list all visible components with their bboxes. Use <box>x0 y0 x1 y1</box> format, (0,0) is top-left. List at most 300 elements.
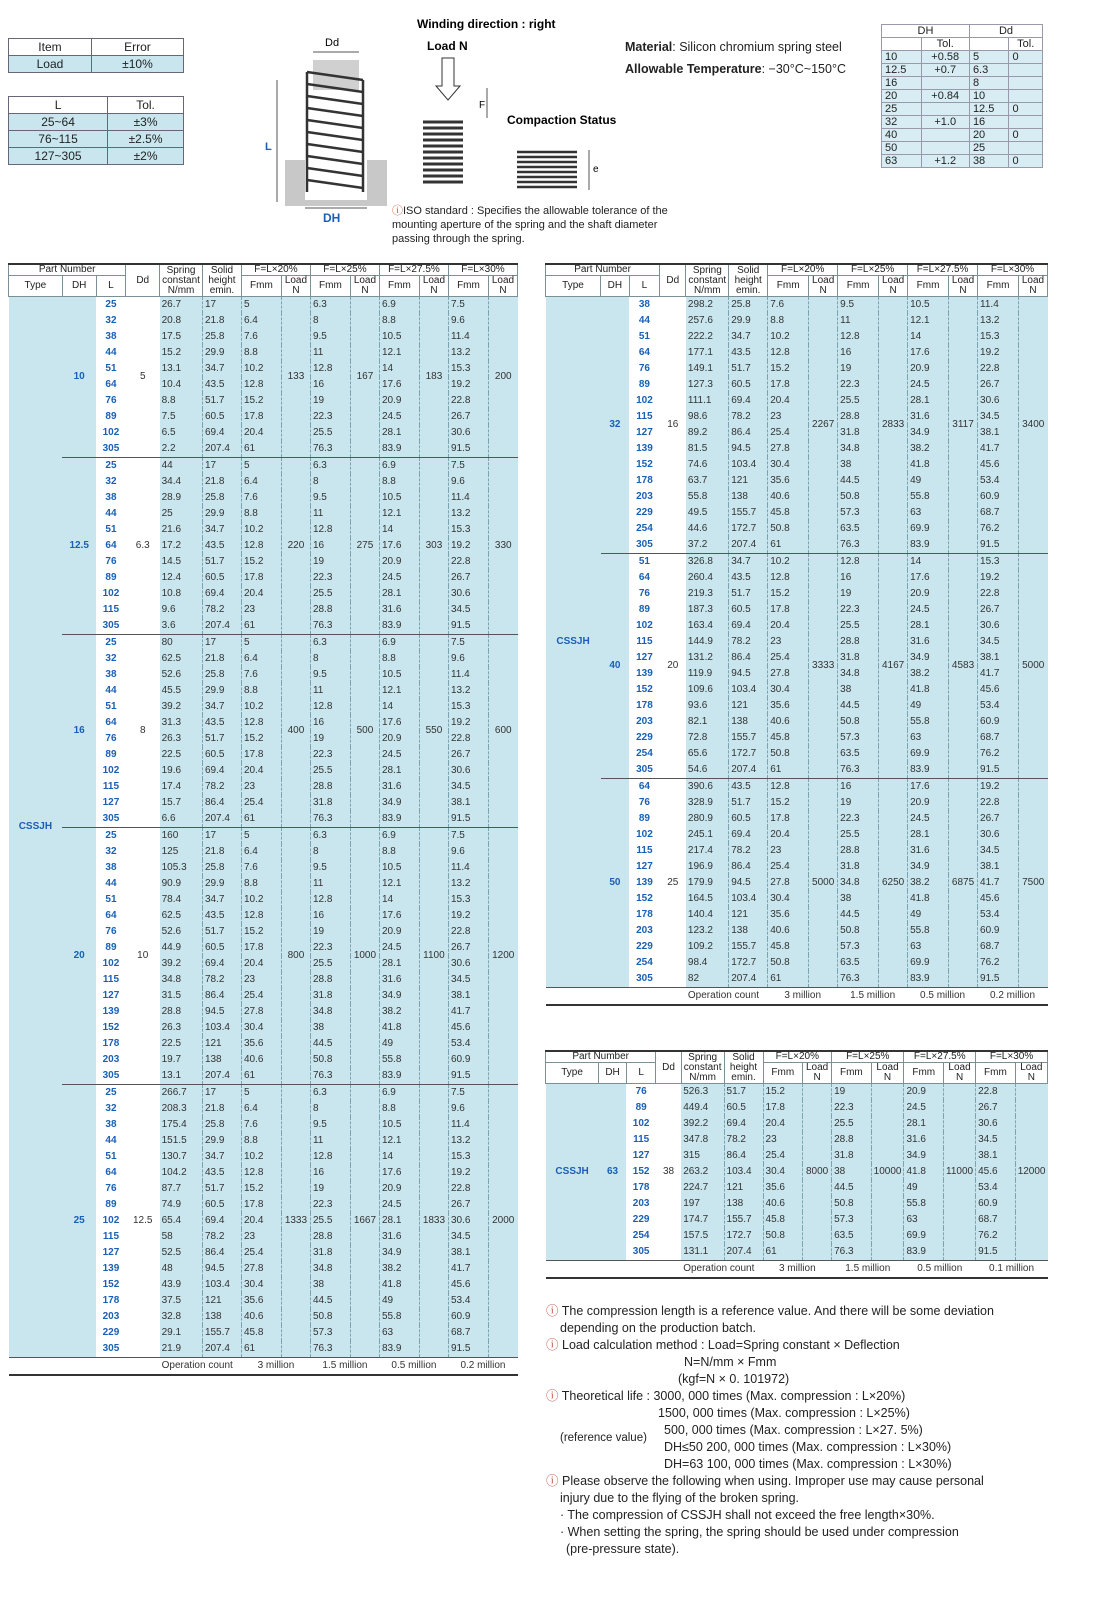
length-cell: 51 <box>629 329 659 345</box>
solid-height-cell: 86.4 <box>202 988 241 1004</box>
fmm-cell: 30.6 <box>448 1213 488 1229</box>
solid-height-cell: 51.7 <box>724 1084 763 1101</box>
length-cell: 44 <box>96 876 126 892</box>
solid-height-cell: 103.4 <box>729 457 768 473</box>
fmm-cell: 31.6 <box>379 779 419 795</box>
fmm-cell: 12.8 <box>241 377 281 393</box>
fmm-cell: 35.6 <box>768 698 809 714</box>
load-cell: 10000 <box>871 1084 904 1261</box>
length-cell: 76 <box>629 795 659 811</box>
tol-dd-value: 0 <box>1009 103 1043 116</box>
solid-height-cell: 103.4 <box>729 891 768 907</box>
fmm-cell: 20.9 <box>379 393 419 409</box>
fmm-cell: 22.3 <box>310 940 350 956</box>
dh-header: DH <box>62 276 96 297</box>
fmm-cell: 44.5 <box>838 698 879 714</box>
fmm-cell: 20.9 <box>379 1181 419 1197</box>
fmm-cell: 28.1 <box>908 393 949 409</box>
length-cell: 89 <box>96 570 126 586</box>
fmm-cell: 60.9 <box>448 1052 488 1068</box>
solid-height-cell: 60.5 <box>729 811 768 827</box>
fmm-cell: 27.8 <box>768 441 809 457</box>
operation-count-row <box>546 988 1048 1006</box>
length-cell: 115 <box>96 602 126 618</box>
length-cell: 102 <box>96 956 126 972</box>
fmm-cell: 13.2 <box>448 506 488 522</box>
solid-height-cell: 138 <box>202 1309 241 1325</box>
spring-constant-cell: 34.8 <box>160 972 203 988</box>
length-cell: 38 <box>96 667 126 683</box>
fmm-cell: 49 <box>908 473 949 489</box>
fmm-cell: 9.5 <box>310 1117 350 1133</box>
spring-constant-cell: 130.7 <box>160 1149 203 1165</box>
load-cell: 8000 <box>803 1084 832 1261</box>
tol-row <box>882 116 1043 129</box>
note-2-formula: N=N/mm × Fmm <box>684 1355 777 1369</box>
fmm-cell: 8.8 <box>241 1133 281 1149</box>
fmm-cell: 20.4 <box>241 1213 281 1229</box>
fmm-cell: 8.8 <box>379 651 419 667</box>
solid-height-cell: 121 <box>202 1036 241 1052</box>
fmm-cell: 6.3 <box>310 1085 350 1102</box>
type-cell: CSSJH <box>546 297 601 988</box>
fmm-cell: 34.8 <box>310 1261 350 1277</box>
fmm-cell: 6.4 <box>241 651 281 667</box>
fmm-cell: 44.5 <box>310 1293 350 1309</box>
fmm-cell: 91.5 <box>448 811 488 828</box>
fmm-cell: 22.8 <box>978 795 1019 811</box>
fmm-cell: 6.9 <box>379 635 419 652</box>
length-cell: 178 <box>96 1293 126 1309</box>
mount-left <box>285 160 305 205</box>
fmm-cell: 10.2 <box>241 522 281 538</box>
fmm-cell: 12.8 <box>310 1149 350 1165</box>
fmm-cell: 35.6 <box>768 907 809 923</box>
fmm-cell: 23 <box>241 602 281 618</box>
f25-header: F=L×25% <box>838 264 908 276</box>
note-4-e: (pre-pressure state). <box>566 1542 680 1556</box>
length-cell: 305 <box>96 1341 126 1358</box>
fmm-cell: 28.8 <box>838 634 879 650</box>
fmm-cell: 83.9 <box>379 811 419 828</box>
spring-constant-cell: 125 <box>160 844 203 860</box>
load-header: Load N <box>949 276 978 297</box>
length-cell: 229 <box>629 939 659 955</box>
fmm-cell: 8.8 <box>241 345 281 361</box>
fmm-cell: 20.4 <box>763 1116 803 1132</box>
fmm-cell: 34.5 <box>978 409 1019 425</box>
tol-row <box>882 129 1043 142</box>
fmm-cell: 15.2 <box>763 1084 803 1101</box>
fmm-cell: 55.8 <box>379 1309 419 1325</box>
fmm-cell: 6.3 <box>310 458 350 475</box>
fmm-cell: 26.7 <box>978 377 1019 393</box>
solid-height-cell: 207.4 <box>729 537 768 554</box>
fmm-cell: 40.6 <box>241 1309 281 1325</box>
compressed-spring-icon <box>423 122 463 182</box>
solid-height-cell: 155.7 <box>729 730 768 746</box>
fmm-cell: 20.4 <box>768 393 809 409</box>
length-cell: 64 <box>96 908 126 924</box>
fmm-cell: 91.5 <box>978 971 1019 988</box>
length-cell: 254 <box>629 746 659 762</box>
fmm-cell: 91.5 <box>448 441 488 458</box>
length-cell: 76 <box>96 924 126 940</box>
solid-height-cell: 121 <box>729 698 768 714</box>
fmm-cell: 19.2 <box>978 570 1019 586</box>
temperature-value: : −30°C~150°C <box>761 62 846 76</box>
operation-count-label: Operation count <box>681 1261 763 1279</box>
solid-height-cell: 207.4 <box>202 1068 241 1085</box>
dd-cell: 5 <box>126 297 160 458</box>
spring-constant-cell: 49.5 <box>686 505 729 521</box>
dd-cell: 12.5 <box>126 1085 160 1358</box>
tol-dh-size: 50 <box>882 142 922 155</box>
fmm-cell: 50.8 <box>838 489 879 505</box>
operation-count-value: 3 million <box>768 988 838 1006</box>
tol-row <box>882 142 1043 155</box>
fmm-cell: 49 <box>379 1036 419 1052</box>
spring-constant-cell: 39.2 <box>160 699 203 715</box>
load-cell: 3400 <box>1019 297 1048 554</box>
spring-constant-cell: 52.5 <box>160 1245 203 1261</box>
operation-count-label: Operation count <box>686 988 768 1006</box>
length-cell: 305 <box>629 537 659 554</box>
fmm-cell: 28.8 <box>310 602 350 618</box>
length-cell: 25 <box>96 297 126 314</box>
fmm-cell: 69.9 <box>908 746 949 762</box>
spring-constant-cell: 224.7 <box>681 1180 724 1196</box>
length-cell: 38 <box>96 1117 126 1133</box>
fmm-cell: 61 <box>768 537 809 554</box>
spring-constant-cell: 44.9 <box>160 940 203 956</box>
length-cell: 102 <box>629 393 659 409</box>
length-cell: 89 <box>629 377 659 393</box>
info-icon: ⓘ <box>546 1474 559 1488</box>
note-2: ⓘ Load calculation method : Load=Spring constant × Deflection <box>546 1338 900 1352</box>
fmm-cell: 91.5 <box>978 537 1019 554</box>
length-cell: 38 <box>96 860 126 876</box>
fmm-cell: 24.5 <box>908 602 949 618</box>
dh-cell: 25 <box>62 1085 96 1358</box>
fmm-cell: 6.3 <box>310 297 350 314</box>
length-cell: 127 <box>96 795 126 811</box>
solid-height-cell: 207.4 <box>202 1341 241 1358</box>
fmm-cell: 27.8 <box>768 875 809 891</box>
fmm-cell: 55.8 <box>904 1196 944 1212</box>
fmm-cell: 20.9 <box>904 1084 944 1101</box>
fmm-cell: 91.5 <box>448 1341 488 1358</box>
fmm-cell: 20.4 <box>241 956 281 972</box>
fmm-cell: 40.6 <box>768 714 809 730</box>
fmm-cell: 16 <box>310 1165 350 1181</box>
solid-height-cell: 25.8 <box>202 667 241 683</box>
fmm-header: Fmm <box>448 276 488 297</box>
fmm-cell: 30.4 <box>241 1020 281 1036</box>
operation-count-row <box>9 1358 518 1376</box>
fmm-cell: 38.1 <box>448 795 488 811</box>
material-block <box>625 36 846 80</box>
tol-dh-value <box>921 103 969 116</box>
fmm-cell: 63 <box>908 505 949 521</box>
spring-constant-cell: 63.7 <box>686 473 729 489</box>
load-cell: 7500 <box>1019 779 1048 988</box>
length-cell: 32 <box>96 844 126 860</box>
solid-height-cell: 103.4 <box>729 682 768 698</box>
spring-constant-cell: 17.5 <box>160 329 203 345</box>
fmm-cell: 25.4 <box>241 988 281 1004</box>
length-cell: 32 <box>96 1101 126 1117</box>
load-cell: 6250 <box>879 779 908 988</box>
fmm-cell: 45.8 <box>768 730 809 746</box>
fmm-cell: 20.9 <box>379 924 419 940</box>
fmm-cell: 34.9 <box>379 1245 419 1261</box>
length-cell: 76 <box>96 731 126 747</box>
fmm-header: Fmm <box>763 1063 803 1084</box>
fmm-cell: 31.8 <box>838 650 879 666</box>
spring-constant-cell: 22.5 <box>160 1036 203 1052</box>
solid-height-cell: 69.4 <box>202 425 241 441</box>
spring-constant-header: Spring constant N/mm <box>681 1051 724 1084</box>
winding-direction: Winding direction : right <box>417 17 556 31</box>
fmm-cell: 31.6 <box>908 409 949 425</box>
operation-count-value: 0.1 million <box>976 1261 1048 1279</box>
fmm-cell: 13.2 <box>448 876 488 892</box>
fmm-cell: 76.3 <box>832 1244 872 1261</box>
dd-cell: 6.3 <box>126 458 160 635</box>
solid-height-cell: 60.5 <box>202 747 241 763</box>
tol-dd-size: 20 <box>969 129 1009 142</box>
fmm-cell: 50.8 <box>310 1052 350 1068</box>
fmm-cell: 61 <box>768 762 809 779</box>
fmm-cell: 25.5 <box>838 827 879 843</box>
fmm-cell: 45.8 <box>768 939 809 955</box>
tol-dh-value: +0.84 <box>921 90 969 103</box>
fmm-cell: 12.8 <box>310 892 350 908</box>
solid-height-cell: 25.8 <box>729 297 768 314</box>
length-cell: 51 <box>96 361 126 377</box>
fmm-cell: 25.4 <box>768 859 809 875</box>
fmm-cell: 17.8 <box>241 409 281 425</box>
fmm-cell: 5 <box>241 297 281 314</box>
length-cell: 178 <box>629 698 659 714</box>
fmm-cell: 50.8 <box>768 746 809 762</box>
fmm-cell: 16 <box>838 779 879 796</box>
length-cell: 44 <box>96 506 126 522</box>
fmm-cell: 49 <box>908 907 949 923</box>
fmm-cell: 63.5 <box>838 521 879 537</box>
solid-height-cell: 78.2 <box>729 843 768 859</box>
spring-constant-cell: 177.1 <box>686 345 729 361</box>
fmm-cell: 34.8 <box>838 666 879 682</box>
fmm-cell: 24.5 <box>379 747 419 763</box>
op-spacer <box>546 988 686 1006</box>
fmm-cell: 8.8 <box>241 876 281 892</box>
fmm-cell: 19 <box>310 393 350 409</box>
tol-dh-value <box>921 142 969 155</box>
dd-cell: 16 <box>660 297 686 554</box>
fmm-cell: 23 <box>768 843 809 859</box>
fmm-cell: 76.3 <box>310 441 350 458</box>
length-cell: 89 <box>96 747 126 763</box>
length-cell: 115 <box>96 779 126 795</box>
fmm-cell: 9.5 <box>310 329 350 345</box>
spring-constant-cell: 62.5 <box>160 651 203 667</box>
load-cell: 2267 <box>809 297 838 554</box>
spring-constant-cell: 263.2 <box>681 1164 724 1180</box>
f275-header: F=L×27.5% <box>379 264 448 276</box>
solid-height-cell: 51.7 <box>202 731 241 747</box>
fmm-cell: 12.1 <box>379 506 419 522</box>
fmm-cell: 7.5 <box>448 458 488 475</box>
fmm-cell: 6.4 <box>241 844 281 860</box>
length-cell: 51 <box>96 892 126 908</box>
fmm-cell: 17.6 <box>908 779 949 796</box>
fmm-cell: 76.3 <box>310 1068 350 1085</box>
note-4-b: injury due to the flying of the broken spring. <box>560 1491 800 1505</box>
fmm-cell: 76.2 <box>976 1228 1016 1244</box>
solid-height-cell: 43.5 <box>202 1165 241 1181</box>
dh-header: DH <box>599 1063 627 1084</box>
solid-height-cell: 94.5 <box>202 1261 241 1277</box>
note-2-kgf: (kgf=N × 0. 101972) <box>678 1372 790 1386</box>
fmm-cell: 28.8 <box>832 1132 872 1148</box>
error-header-item: Item <box>9 39 92 56</box>
tol-dd-value: 0 <box>1009 129 1043 142</box>
solid-height-cell: 21.8 <box>202 844 241 860</box>
solid-height-cell: 43.5 <box>202 538 241 554</box>
dd-header: Dd <box>656 1051 681 1084</box>
fmm-cell: 63 <box>908 939 949 955</box>
spring-constant-cell: 44 <box>160 458 203 475</box>
fmm-cell: 53.4 <box>448 1293 488 1309</box>
fmm-cell: 30.4 <box>763 1164 803 1180</box>
tol-dd-value <box>1009 90 1043 103</box>
fmm-cell: 6.9 <box>379 297 419 314</box>
fmm-cell: 6.9 <box>379 828 419 845</box>
length-cell: 89 <box>629 602 659 618</box>
fmm-cell: 12.8 <box>241 715 281 731</box>
tol-dh-size: 20 <box>882 90 922 103</box>
info-icon: ⓘ <box>546 1389 559 1403</box>
fmm-cell: 50.8 <box>768 955 809 971</box>
fmm-cell: 19 <box>310 924 350 940</box>
fmm-cell: 19.2 <box>978 779 1019 796</box>
solid-height-cell: 60.5 <box>202 570 241 586</box>
fmm-cell: 76.3 <box>310 618 350 635</box>
note-1: ⓘ The compression length is a reference value. And there will be some deviation <box>546 1304 994 1318</box>
length-cell: 254 <box>629 521 659 537</box>
fmm-cell: 30.4 <box>768 457 809 473</box>
fmm-cell: 28.1 <box>379 425 419 441</box>
operation-count-value: 3 million <box>241 1358 310 1376</box>
op-spacer <box>546 1261 682 1279</box>
fmm-cell: 28.1 <box>379 586 419 602</box>
fmm-cell: 25.5 <box>310 763 350 779</box>
solid-height-cell: 51.7 <box>729 586 768 602</box>
fmm-cell: 14 <box>379 1149 419 1165</box>
fmm-cell: 19 <box>310 731 350 747</box>
mount-right <box>367 160 387 205</box>
tol-dh-value: +1.0 <box>921 116 969 129</box>
fmm-cell: 28.1 <box>904 1116 944 1132</box>
fmm-cell: 12.8 <box>241 1165 281 1181</box>
solid-height-cell: 103.4 <box>724 1164 763 1180</box>
spring-constant-cell: 208.3 <box>160 1101 203 1117</box>
length-cell: 38 <box>96 329 126 345</box>
fmm-cell: 6.4 <box>241 474 281 490</box>
fmm-cell: 61 <box>763 1244 803 1261</box>
length-cell: 32 <box>96 651 126 667</box>
solid-height-cell: 138 <box>724 1196 763 1212</box>
fmm-cell: 20.9 <box>379 731 419 747</box>
part-number-header: Part Number <box>9 264 126 276</box>
fmm-cell: 30.6 <box>448 425 488 441</box>
table-row <box>546 779 1048 796</box>
load-header: Load N <box>879 276 908 297</box>
fmm-cell: 19.2 <box>448 538 488 554</box>
solid-height-cell: 172.7 <box>729 521 768 537</box>
load-cell: 183 <box>419 297 448 458</box>
spring-constant-cell: 217.4 <box>686 843 729 859</box>
fmm-cell: 12.8 <box>768 345 809 361</box>
f-dim-label: F <box>479 100 486 111</box>
e-dim-label: e <box>593 164 599 175</box>
l-range: 127~305 <box>9 148 108 165</box>
solid-height-cell: 78.2 <box>202 1229 241 1245</box>
length-cell: 102 <box>96 586 126 602</box>
fmm-cell: 50.8 <box>763 1228 803 1244</box>
spring-constant-cell: 78.4 <box>160 892 203 908</box>
fmm-cell: 91.5 <box>448 618 488 635</box>
fmm-header: Fmm <box>976 1063 1016 1084</box>
note-1-cont: depending on the production batch. <box>560 1321 756 1335</box>
load-cell: 1333 <box>281 1085 310 1358</box>
fmm-cell: 9.6 <box>448 474 488 490</box>
fmm-cell: 25.4 <box>768 425 809 441</box>
fmm-cell: 40.6 <box>768 923 809 939</box>
fmm-cell: 10.2 <box>241 699 281 715</box>
spring-constant-cell: 111.1 <box>686 393 729 409</box>
fmm-cell: 28.8 <box>310 972 350 988</box>
tol-header: Tol. <box>108 97 184 114</box>
fmm-cell: 45.8 <box>768 505 809 521</box>
length-cell: 139 <box>629 441 659 457</box>
spring-constant-cell: 174.7 <box>681 1212 724 1228</box>
load-cell: 1833 <box>419 1085 448 1358</box>
spring-constant-cell: 280.9 <box>686 811 729 827</box>
fmm-cell: 26.7 <box>448 570 488 586</box>
spring-table-bottom <box>545 1050 1048 1279</box>
solid-height-header: Solid height emin. <box>202 264 241 297</box>
fmm-cell: 63.5 <box>832 1228 872 1244</box>
load-cell: 11000 <box>944 1084 976 1261</box>
fmm-cell: 24.5 <box>379 409 419 425</box>
fmm-cell: 26.7 <box>976 1100 1016 1116</box>
tol-dh-value: +0.7 <box>921 64 969 77</box>
fmm-cell: 41.8 <box>908 891 949 907</box>
fmm-cell: 6.4 <box>241 313 281 329</box>
spring-constant-cell: 2.2 <box>160 441 203 458</box>
fmm-cell: 16 <box>838 345 879 361</box>
length-cell: 229 <box>626 1212 655 1228</box>
length-cell: 305 <box>96 441 126 458</box>
spring-constant-cell: 74.6 <box>686 457 729 473</box>
fmm-cell: 25.4 <box>768 650 809 666</box>
solid-height-header: Solid height emin. <box>724 1051 763 1084</box>
fmm-cell: 17.8 <box>241 747 281 763</box>
spring-constant-cell: 245.1 <box>686 827 729 843</box>
